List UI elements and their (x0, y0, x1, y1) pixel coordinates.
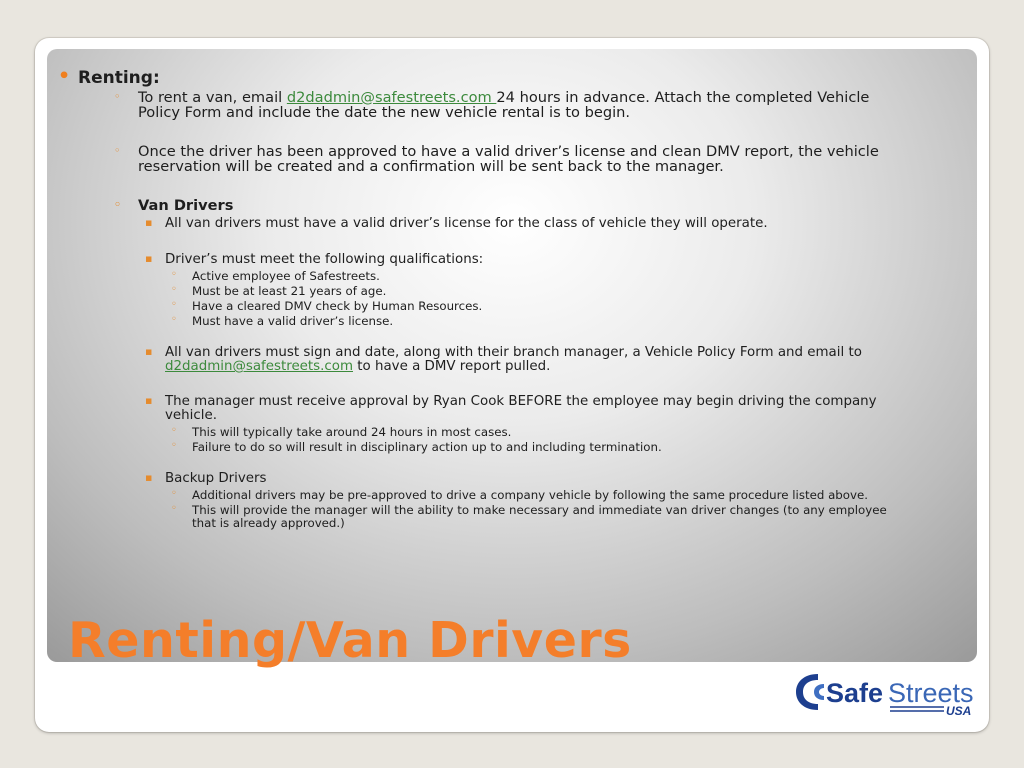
approval-item: ◦ This will typically take around 24 hours in most cases. (171, 425, 512, 439)
approval-rule: ▪ The manager must receive approval by Ryan Cook BEFORE the employee may begin driving the company vehicle. (145, 394, 877, 423)
logo-safe-text: Safe (826, 678, 884, 708)
logo-streets-text: Streets (888, 678, 974, 708)
bullet-icon: • (58, 65, 71, 87)
qualification-item: ◦ Must have a valid driver’s license. (171, 314, 394, 328)
circle-bullet-icon: ◦ (171, 284, 177, 295)
dot-bullet-icon: ▪ (145, 345, 153, 358)
circle-bullet-icon: ◦ (171, 440, 177, 451)
circle-bullet-icon: ◦ (171, 299, 177, 310)
logo-usa-text: USA (946, 704, 972, 718)
qualification-item: ◦ Have a cleared DMV check by Human Resources. (171, 299, 483, 313)
circle-bullet-icon: ◦ (171, 314, 177, 325)
email-link[interactable]: d2dadmin@safestreets.com (165, 359, 353, 374)
circle-bullet-icon: ◦ (171, 503, 177, 514)
circle-bullet-icon: ◦ (171, 425, 177, 436)
slide-title: Renting/Van Drivers (68, 612, 632, 669)
logo-inner-swoosh-icon (814, 684, 824, 700)
backup-heading: ▪ Backup Drivers (145, 471, 267, 486)
safestreets-logo (794, 670, 974, 718)
backup-item: ◦ Additional drivers may be pre-approved to drive a company vehicle by following the same procedure listed above. (171, 488, 869, 502)
email-link[interactable]: d2dadmin@safestreets.com (286, 89, 497, 106)
circle-bullet-icon: ◦ (114, 144, 121, 157)
circle-bullet-icon: ◦ (171, 488, 177, 499)
dot-bullet-icon: ▪ (145, 471, 153, 484)
qualifications-intro: ▪ Driver’s must meet the following qualifications: (145, 252, 484, 267)
circle-bullet-icon: ◦ (114, 90, 121, 103)
content-panel (47, 49, 977, 662)
dot-bullet-icon: ▪ (145, 394, 153, 407)
renting-heading (58, 65, 160, 88)
circle-bullet-icon: ◦ (171, 269, 177, 280)
dot-bullet-icon: ▪ (145, 216, 153, 229)
rule-license: ▪ All van drivers must have a valid driver’s license for the class of vehicle they will operate. (145, 216, 768, 231)
backup-item: ◦ This will provide the manager will the ability to make necessary and immediate van driver changes (to any employee that is already approved.) (171, 503, 887, 530)
qualification-item: ◦ Must be at least 21 years of age. (171, 284, 387, 298)
van-drivers-heading: ◦ Van Drivers (114, 197, 234, 214)
renting-heading-text: Renting: (78, 68, 160, 88)
dot-bullet-icon: ▪ (145, 252, 153, 265)
sign-rule: ▪ All van drivers must sign and date, along with their branch manager, a Vehicle Policy Form and email to d2dadmin@safestreets.com to have a DMV report pulled. (145, 345, 862, 374)
circle-bullet-icon: ◦ (114, 198, 122, 211)
rent-instructions: ◦ To rent a van, email d2dadmin@safestreets.com 24 hours in advance. Attach the completed Vehicle Policy Form and include the date the new vehicle rental is to begin. (114, 89, 870, 121)
approval-item: ◦ Failure to do so will result in disciplinary action up to and including termination. (171, 440, 662, 454)
approval-text: ◦ Once the driver has been approved to have a valid driver’s license and clean DMV report, the vehicle reservation will be created and a confirmation will be sent back to the manager. (114, 143, 879, 175)
qualification-item: ◦ Active employee of Safestreets. (171, 269, 380, 283)
